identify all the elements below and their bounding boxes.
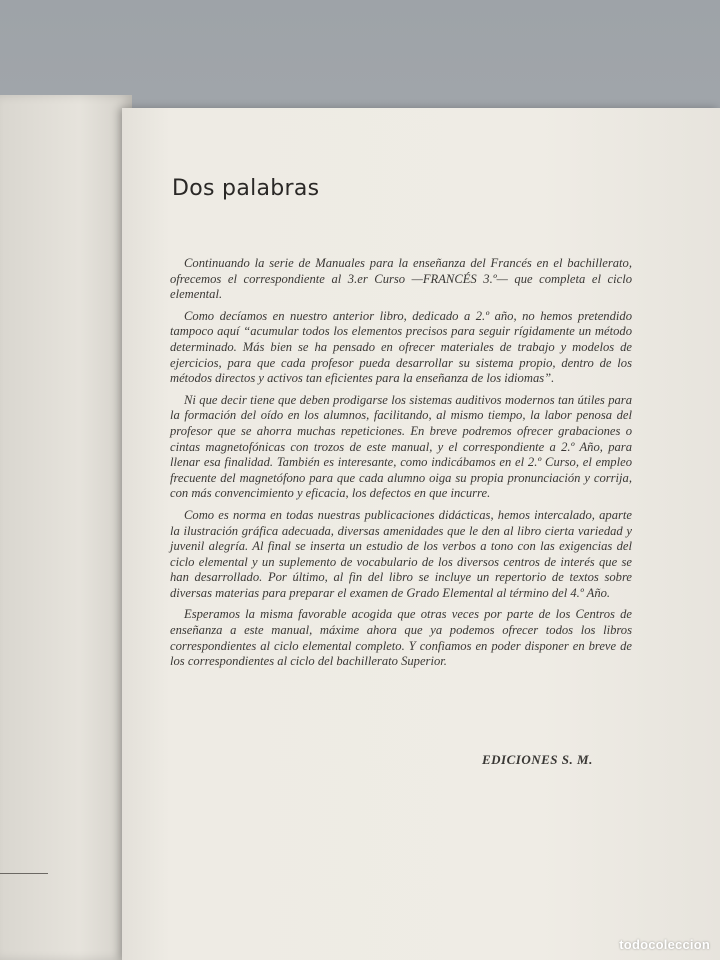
page-heading: Dos palabras (172, 176, 320, 201)
paragraph-4: Como es norma en todas nuestras publicaciones didácticas, hemos intercalado, aparte la ilustración gráfica adecuada, diversas amenidades que le den al libro cierta variedad y juvenil alegría. Al final se inserta un estudio de los verbos a tono con las exigencias del ciclo elemental y un suplemento de vocabulario de los diversos centros de interés que se han desarrollado. Por último, al fin del libro se incluye un repertorio de textos sobre diversas materias para preparar el examen de Grado Elemental al término del 4.º Año. (170, 507, 632, 600)
left-page (0, 95, 132, 960)
paragraph-5: Esperamos la misma favorable acogida que otras veces por parte de los Centros de enseñanza a este manual, máxime ahora que ya podemos ofrecer todos los libros correspondientes al ciclo elemental completo. Y confiamos en poder disponer en breve de los correspondientes al ciclo del bachillerato Superior. (170, 607, 632, 669)
paragraph-2: Como decíamos en nuestro anterior libro, dedicado a 2.º año, no hemos pretendido tampoco aquí “acumular todos los elementos precisos para seguir rígidamente un método determinado. Más bien se ha pensado en ofrecer materiales de trabajo y modelos de ejercicios, para que cada profesor pueda desarrollar su sistema propio, dentro de los métodos directos y activos tan eficientes para la enseñanza de los idiomas”. (170, 308, 632, 386)
paragraph-3: Ni que decir tiene que deben prodigarse los sistemas auditivos modernos tan útiles para la formación del oído en los alumnos, facilitando, al mismo tiempo, la labor penosa del profesor que se ahorra muchas repeticiones. En breve podremos ofrecer grabaciones o cintas magnetofónicas con trozos de este manual, y el correspondiente a 2.º Año, para llenar esa finalidad. También es interesante, como indicábamos en el 2.º Curso, el empleo frecuente del magnetófono para que cada alumno oiga su propia pronunciación y corrija, con más convencimiento y eficacia, los defectos en que incurre. (170, 392, 632, 501)
publisher-signature: EDICIONES S. M. (482, 752, 593, 767)
left-page-rule (0, 873, 48, 874)
paragraph-1: Continuando la serie de Manuales para la enseñanza del Francés en el bachillerato, ofrecemos el correspondiente al 3.er Curso —FRANCÉS 3.º— que completa el ciclo elemental. (170, 256, 632, 302)
body-text (170, 256, 632, 676)
watermark: todocoleccion (619, 937, 710, 952)
